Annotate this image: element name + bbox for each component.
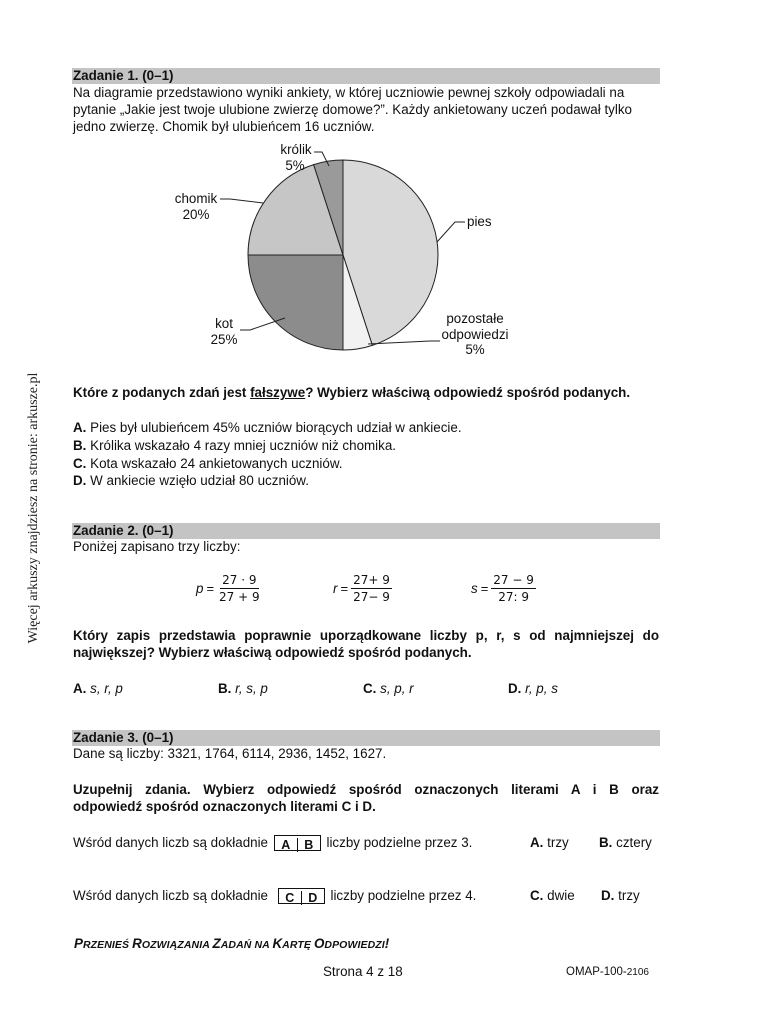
formula-s xyxy=(471,573,536,604)
option-letter: A. xyxy=(73,681,87,696)
pct-pozostale: 5% xyxy=(465,342,485,357)
option-letter: C. xyxy=(363,681,377,696)
label-pozostale-line1: pozostałe xyxy=(446,311,504,326)
option-letter: D. xyxy=(508,681,522,696)
task1-option-c[interactable] xyxy=(73,455,663,473)
task1-option-a[interactable] xyxy=(73,419,663,437)
formula-var: s xyxy=(471,581,478,596)
box-letter-b: B xyxy=(297,838,320,852)
task2-option-c[interactable] xyxy=(363,680,414,698)
formula-p xyxy=(196,573,262,604)
leader-line-chomik xyxy=(220,199,263,203)
option-letter: B. xyxy=(599,835,613,850)
note-part: ADAŃ NA xyxy=(220,939,273,951)
note-part: O xyxy=(313,936,325,951)
page-number: Strona 4 z 18 xyxy=(323,964,403,979)
pct-kot: 25% xyxy=(210,332,238,347)
pie-chart xyxy=(0,0,768,400)
option-text: s, r, p xyxy=(90,681,123,696)
task2-option-a[interactable] xyxy=(73,680,123,698)
note-part: Z xyxy=(212,936,221,951)
option-text: W ankiecie wzięło udział 80 uczniów. xyxy=(90,473,309,488)
exam-code xyxy=(566,966,649,978)
task3-option-b[interactable] xyxy=(599,834,652,852)
option-text: dwie xyxy=(547,888,575,903)
task3-option-c[interactable] xyxy=(530,887,575,905)
task1-question-emph: fałszywe xyxy=(250,385,306,400)
note-part: ARTĘ xyxy=(282,939,314,951)
pct-chomik: 20% xyxy=(182,207,210,222)
option-letter: B. xyxy=(218,681,232,696)
formula-numerator: 27 − 9 xyxy=(493,573,534,587)
option-letter: C. xyxy=(530,888,544,903)
option-text: trzy xyxy=(618,888,640,903)
option-letter: C. xyxy=(73,456,87,471)
label-pies: pies xyxy=(467,214,492,229)
label-chomik: chomik xyxy=(174,191,218,206)
task3-sentence2 xyxy=(73,887,476,905)
formula-eq: = xyxy=(340,581,349,596)
side-watermark-text: Więcej arkuszy znajdziesz na stronie: arkusze.pl xyxy=(26,372,41,644)
exam-code-small: 2106 xyxy=(626,967,649,978)
option-text: trzy xyxy=(547,835,569,850)
task3-sentence1 xyxy=(73,834,472,852)
task2-question-line2: największej? Wybierz właściwą odpowiedź spośród podanych. xyxy=(73,645,472,660)
pct-krolik: 5% xyxy=(285,158,305,173)
sentence-post: liczby podzielne przez 4. xyxy=(330,888,477,903)
note-part: P xyxy=(74,936,83,951)
task2-intro: Poniżej zapisano trzy liczby: xyxy=(73,539,241,554)
answer-box-ab[interactable] xyxy=(274,835,321,851)
exam-code-main: OMAP-100- xyxy=(566,966,627,978)
option-text: r, p, s xyxy=(525,681,558,696)
task3-header: Zadanie 3. (0–1) xyxy=(72,730,660,746)
note-part: K xyxy=(272,936,283,951)
box-letter-d: D xyxy=(301,891,324,905)
formula-eq: = xyxy=(206,581,215,596)
task2-option-b[interactable] xyxy=(218,680,268,698)
task3-question-line2: odpowiedź spośród oznaczonych literami C i D. xyxy=(73,799,376,814)
sentence-post: liczby podzielne przez 3. xyxy=(326,835,473,850)
option-letter: A. xyxy=(73,420,87,435)
formula-denominator: 27: 9 xyxy=(498,590,529,604)
option-text: Pies był ulubieńcem 45% uczniów biorących udział w ankiecie. xyxy=(90,420,462,435)
formula-denominator: 27 + 9 xyxy=(219,590,260,604)
option-letter: D. xyxy=(73,473,87,488)
task1-question-post: ? Wybierz właściwą odpowiedź spośród podanych. xyxy=(305,385,631,400)
task1-option-b[interactable] xyxy=(73,437,663,455)
task2-question-line1: Który zapis przedstawia poprawnie uporządkowane liczby p, r, s od najmniejszej do xyxy=(73,628,659,643)
formula-var: p xyxy=(196,581,204,596)
note-part: R xyxy=(132,936,142,951)
formula-r xyxy=(333,573,392,604)
note-part: RZENIEŚ xyxy=(82,939,133,951)
option-text: cztery xyxy=(616,835,652,850)
box-letter-a: A xyxy=(281,838,291,852)
task2-option-d[interactable] xyxy=(508,680,558,698)
note-part: ! xyxy=(384,936,390,951)
formula-denominator: 27− 9 xyxy=(353,590,390,604)
formula-numerator: 27 · 9 xyxy=(222,573,257,587)
task3-question-line1: Uzupełnij zdania. Wybierz odpowiedź spośród oznaczonych literami A i B oraz xyxy=(73,782,659,797)
label-krolik: królik xyxy=(280,142,312,157)
transfer-answers-note xyxy=(74,936,389,951)
option-letter: D. xyxy=(601,888,615,903)
pie-slice-kot xyxy=(248,255,343,350)
label-kot: kot xyxy=(215,316,233,331)
task3-option-a[interactable] xyxy=(530,834,569,852)
task1-intro-line3: jedno zwierzę. Chomik był ulubieńcem 16 uczniów. xyxy=(73,119,375,134)
option-text: r, s, p xyxy=(235,681,268,696)
formula-numerator: 27+ 9 xyxy=(353,573,390,587)
option-text: s, p, r xyxy=(380,681,414,696)
sentence-pre: Wśród danych liczb są dokładnie xyxy=(73,888,269,903)
option-letter: B. xyxy=(73,438,87,453)
formula-var: r xyxy=(333,581,338,596)
formula-eq: = xyxy=(480,581,489,596)
label-pozostale-line2: odpowiedzi xyxy=(441,327,509,342)
leader-line-pies xyxy=(437,222,465,242)
option-letter: A. xyxy=(530,835,544,850)
answer-box-cd[interactable] xyxy=(278,888,325,904)
task1-header: Zadanie 1. (0–1) xyxy=(72,68,660,84)
task3-option-d[interactable] xyxy=(601,887,640,905)
option-text: Królika wskazało 4 razy mniej uczniów niż chomika. xyxy=(90,438,397,453)
box-letter-c: C xyxy=(285,891,295,905)
task3-intro: Dane są liczby: 3321, 1764, 6114, 2936, 1452, 1627. xyxy=(73,746,387,761)
option-text: Kota wskazało 24 ankietowanych uczniów. xyxy=(90,456,343,471)
sentence-pre: Wśród danych liczb są dokładnie xyxy=(73,835,269,850)
note-part: OZWIĄZANIA xyxy=(141,939,213,951)
task1-question-pre: Które z podanych zdań jest xyxy=(73,385,251,400)
task1-intro-line2: pytanie „Jakie jest twoje ulubione zwierzę domowe?”. Każdy ankietowany uczeń podawał tylko xyxy=(73,102,632,117)
task1-question xyxy=(73,384,663,402)
task2-header: Zadanie 2. (0–1) xyxy=(72,523,660,539)
task1-option-d[interactable] xyxy=(73,472,663,490)
note-part: DPOWIEDZI xyxy=(324,939,385,951)
task1-intro-line1: Na diagramie przedstawiono wyniki ankiety, w której uczniowie pewnej szkoły odpowiadali na xyxy=(73,85,625,100)
